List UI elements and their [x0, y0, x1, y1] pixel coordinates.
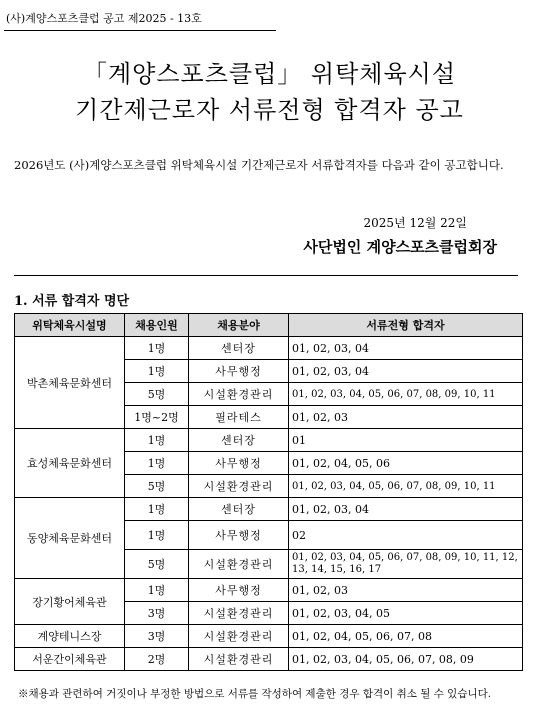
hire-field: 시설환경관리 — [189, 550, 289, 579]
section-title: 1. 서류 합격자 명단 — [14, 294, 130, 309]
passed-applicants: 01, 02, 03, 04, 05, 06, 07, 08, 09, 10, 11, 12, 13, 14, 15, 16, 17 — [289, 550, 523, 579]
intro-paragraph: 2026년도 (사)계양스포츠클럽 위탁체육시설 기간제근로자 서류합격자를 다음과 같이 공고합니다. — [14, 158, 504, 172]
passed-applicants: 01, 02, 04, 05, 06, 07, 08 — [289, 625, 523, 648]
table-row — [15, 579, 523, 602]
table-row — [15, 429, 523, 452]
hire-field: 사무행정 — [189, 521, 289, 550]
table-row — [15, 498, 523, 521]
hire-count: 1명 — [125, 337, 189, 360]
hire-field: 사무행정 — [189, 579, 289, 602]
facility-name: 박촌체육문화센터 — [15, 337, 125, 429]
passed-applicants: 01, 02, 04, 05, 06 — [289, 452, 523, 475]
page-title-line1: 「계양스포츠클럽」 위탁체육시설 — [82, 60, 457, 88]
footer-note: ※채용과 관련하여 거짓이나 부정한 방법으로 서류를 작성하여 제출한 경우 합격이 취소 될 수 있습니다. — [18, 688, 492, 700]
table-row — [15, 337, 523, 360]
section-divider — [14, 275, 518, 276]
table-row — [15, 648, 523, 671]
announcement-date: 2025년 12월 22일 — [363, 216, 467, 230]
facility-name: 장기황어체육관 — [15, 579, 125, 625]
hire-count: 1명~2명 — [125, 406, 189, 429]
hire-field: 사무행정 — [189, 360, 289, 383]
hire-field: 센터장 — [189, 429, 289, 452]
hire-field: 시설환경관리 — [189, 648, 289, 671]
hire-field: 시설환경관리 — [189, 475, 289, 498]
facility-name: 동양체육문화센터 — [15, 498, 125, 579]
hire-count: 3명 — [125, 625, 189, 648]
passed-applicants: 01, 02, 03, 04, 05 — [289, 602, 523, 625]
table-header-row — [15, 314, 523, 337]
passed-applicants: 01, 02, 03, 04, 05, 06, 07, 08, 09, 10, 11 — [289, 475, 523, 498]
hire-field: 시설환경관리 — [189, 602, 289, 625]
passed-applicants: 01 — [289, 429, 523, 452]
passed-applicants: 01, 02, 03 — [289, 579, 523, 602]
passed-applicants: 01, 02, 03, 04, 05, 06, 07, 08, 09 — [289, 648, 523, 671]
passed-applicants: 01, 02, 03, 04, 05, 06, 07, 08, 09, 10, 11 — [289, 383, 523, 406]
hire-field: 필라테스 — [189, 406, 289, 429]
hire-field: 센터장 — [189, 337, 289, 360]
facility-name: 효성체육문화센터 — [15, 429, 125, 498]
passed-applicants: 01, 02, 03, 04 — [289, 337, 523, 360]
hire-count: 1명 — [125, 521, 189, 550]
table-row — [15, 625, 523, 648]
header-count: 채용인원 — [125, 314, 189, 337]
hire-count: 1명 — [125, 579, 189, 602]
hire-count: 1명 — [125, 429, 189, 452]
hire-field: 사무행정 — [189, 452, 289, 475]
facility-name: 서운간이체육관 — [15, 648, 125, 671]
passed-applicants: 01, 02, 03 — [289, 406, 523, 429]
passed-applicants: 01, 02, 03, 04 — [289, 360, 523, 383]
hire-count: 1명 — [125, 498, 189, 521]
page-title-line2: 기간제근로자 서류전형 합격자 공고 — [75, 96, 464, 124]
passed-applicants: 02 — [289, 521, 523, 550]
header-field: 채용분야 — [189, 314, 289, 337]
header-result: 서류전형 합격자 — [289, 314, 523, 337]
hire-count: 1명 — [125, 360, 189, 383]
facility-name: 계양테니스장 — [15, 625, 125, 648]
hire-count: 2명 — [125, 648, 189, 671]
hire-count: 5명 — [125, 550, 189, 579]
document-number-underline — [4, 30, 276, 31]
hire-count: 1명 — [125, 452, 189, 475]
passed-applicants: 01, 02, 03, 04 — [289, 498, 523, 521]
hire-field: 시설환경관리 — [189, 383, 289, 406]
header-facility: 위탁체육시설명 — [15, 314, 125, 337]
hire-field: 시설환경관리 — [189, 625, 289, 648]
hire-count: 3명 — [125, 602, 189, 625]
document-number: (사)계양스포츠클럽 공고 제2025 - 13호 — [6, 12, 202, 25]
results-table — [14, 313, 523, 671]
hire-count: 5명 — [125, 475, 189, 498]
hire-field: 센터장 — [189, 498, 289, 521]
hire-count: 5명 — [125, 383, 189, 406]
organization-name: 사단법인 계양스포츠클럽회장 — [303, 238, 497, 256]
